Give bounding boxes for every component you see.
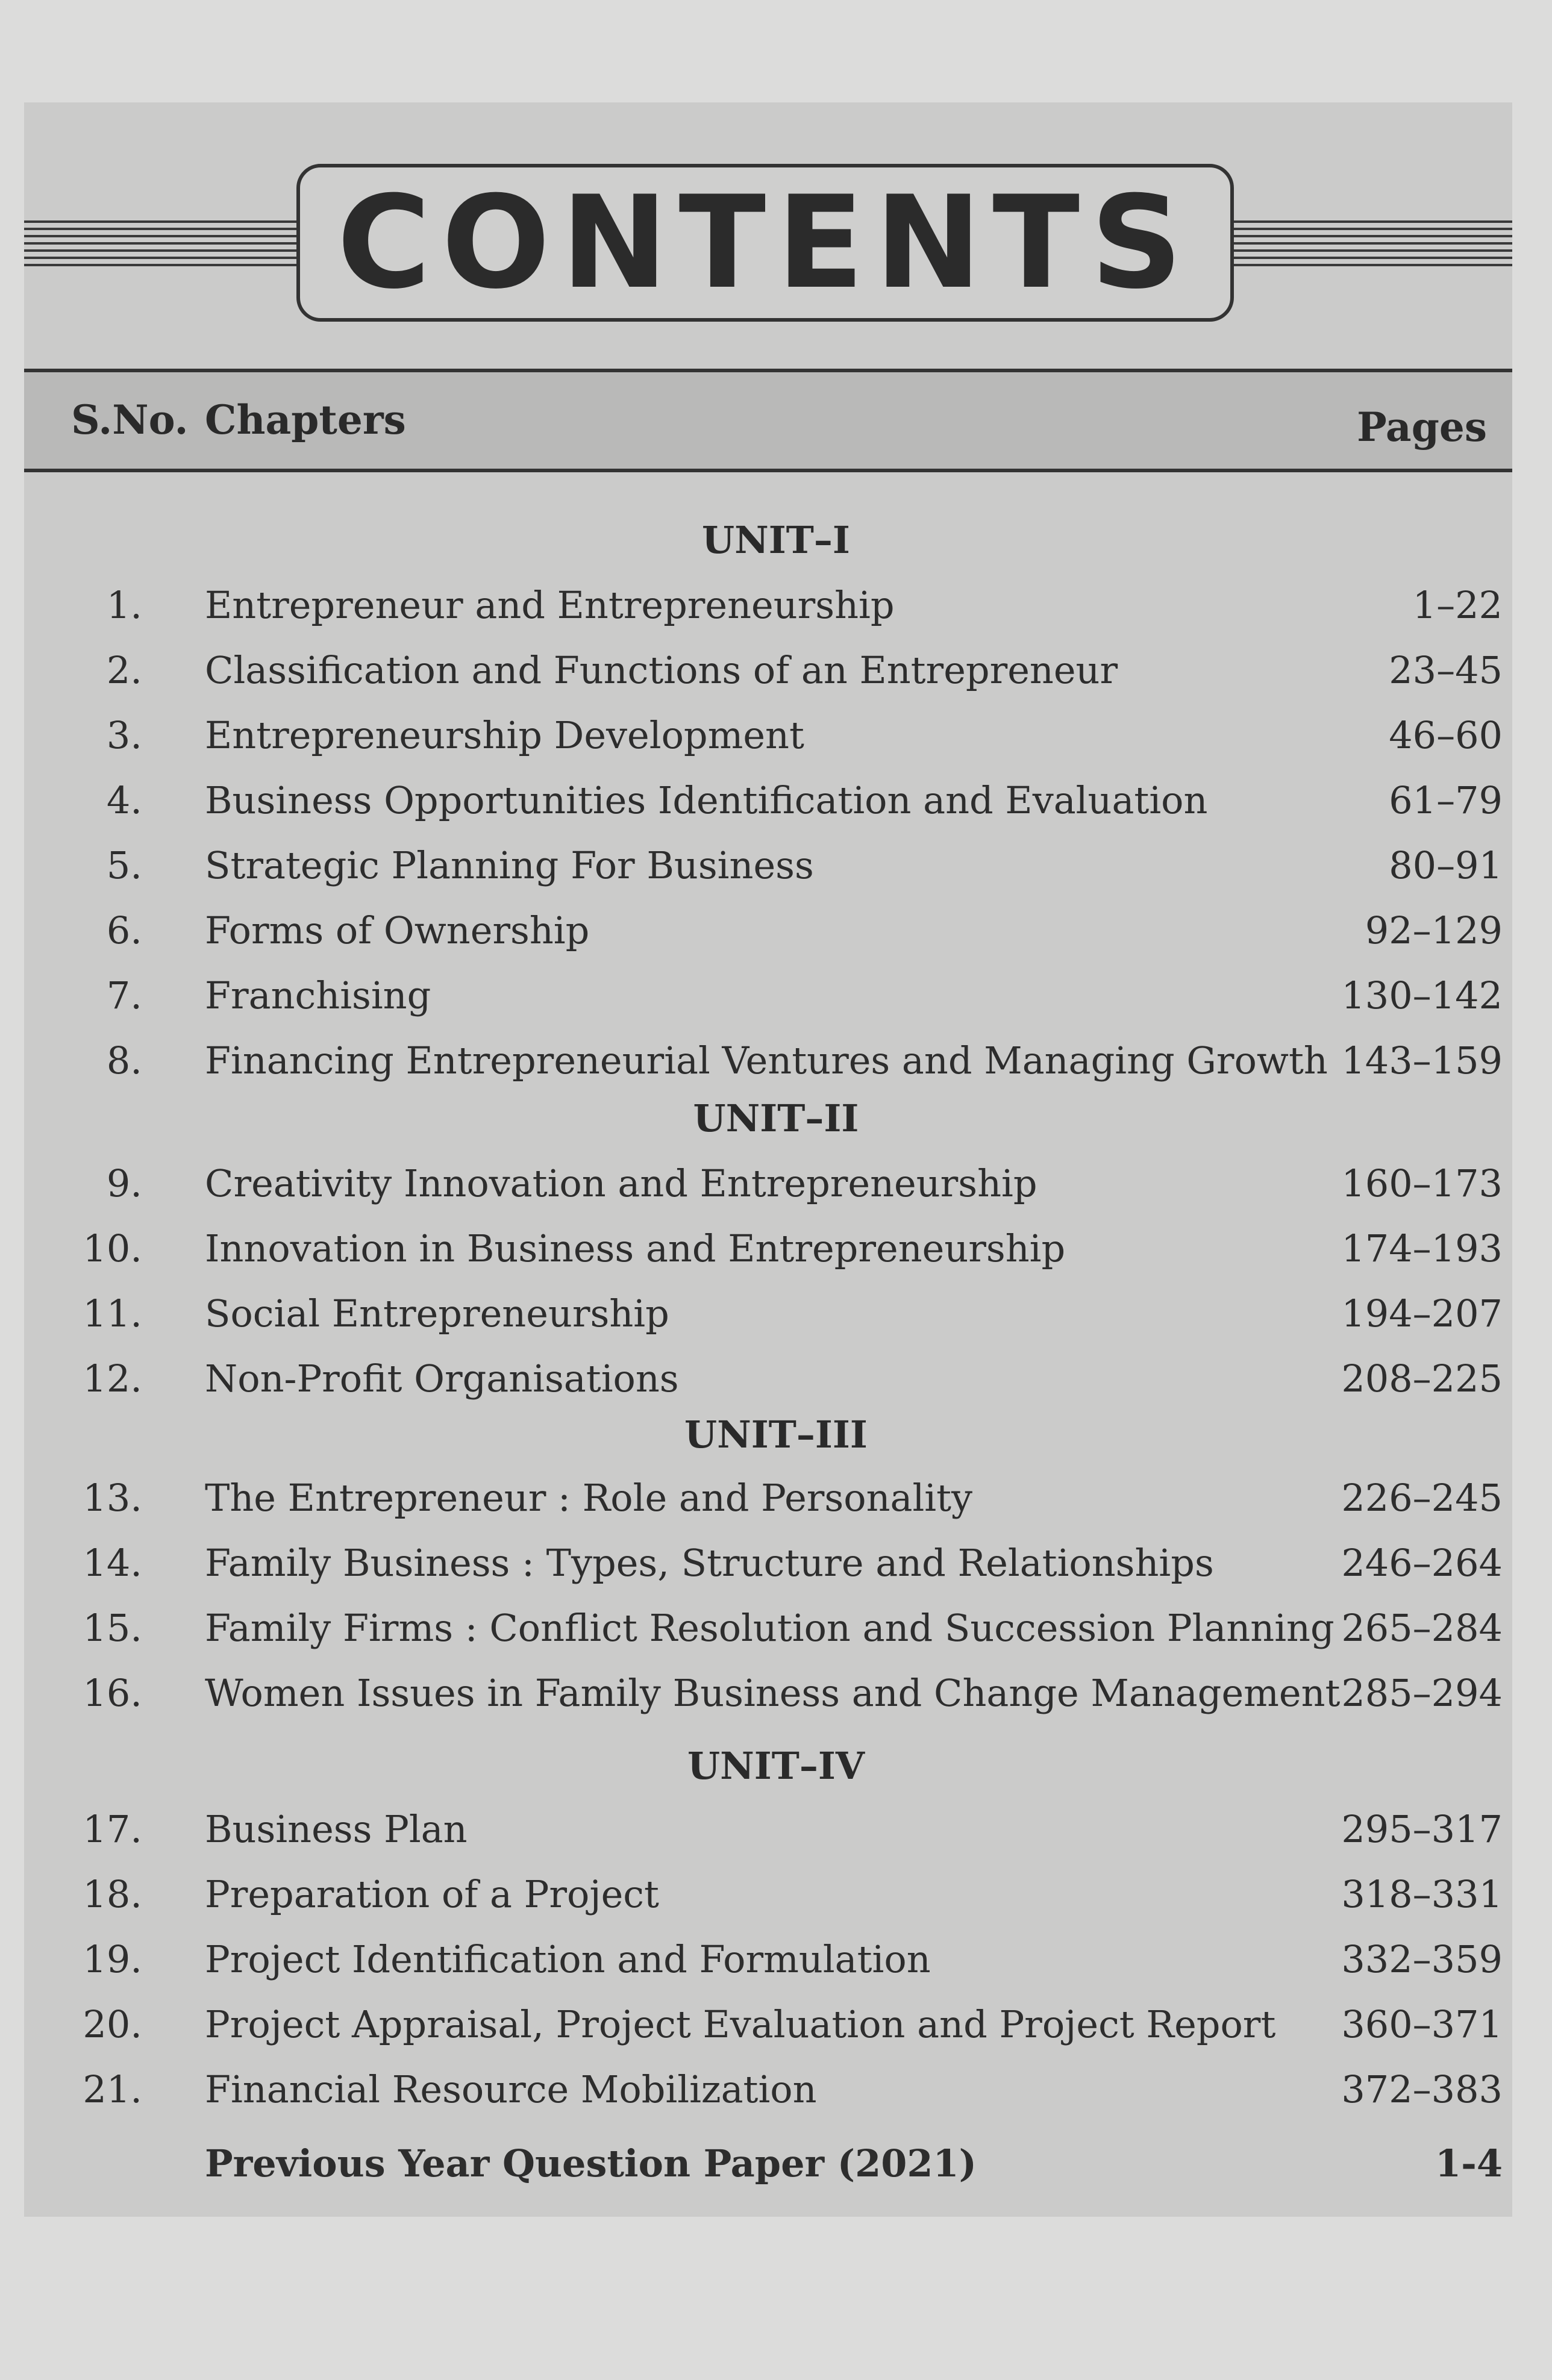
appendix-title: Previous Year Question Paper (2021): [205, 2141, 977, 2185]
chapter-pages: 61–79: [1389, 778, 1503, 822]
chapter-number: 3.: [106, 713, 142, 757]
chapter-title: Financial Resource Mobilization: [205, 2067, 817, 2111]
chapter-row: [0, 1807, 1552, 1867]
chapter-row: [0, 1476, 1552, 1536]
unit-heading: UNIT–III: [684, 1413, 868, 1457]
chapter-row: [0, 908, 1552, 969]
chapter-pages: 372–383: [1341, 2067, 1503, 2111]
chapter-title: Franchising: [205, 973, 431, 1017]
chapter-row: [0, 1161, 1552, 1222]
chapter-row: [0, 1606, 1552, 1666]
title-rule-right: [1234, 220, 1512, 266]
chapter-row: [0, 713, 1552, 773]
chapter-number: 6.: [106, 908, 142, 952]
chapter-title: Business Plan: [205, 1807, 468, 1851]
chapter-row: [0, 1872, 1552, 1932]
unit-heading: UNIT–II: [693, 1096, 859, 1140]
chapter-row: [0, 778, 1552, 839]
chapter-number: 1.: [106, 583, 142, 627]
page-title: CONTENTS: [337, 168, 1194, 317]
chapter-row: [0, 1292, 1552, 1352]
chapter-number: 7.: [106, 973, 142, 1017]
chapter-title: Strategic Planning For Business: [205, 843, 814, 887]
chapter-title: Women Issues in Family Business and Change Management: [205, 1671, 1341, 1715]
chapter-row: [0, 1937, 1552, 1997]
chapter-pages: 265–284: [1341, 1606, 1503, 1650]
chapter-pages: 1–22: [1412, 583, 1503, 627]
chapter-number: 12.: [83, 1357, 142, 1401]
chapter-title: Entrepreneurship Development: [205, 713, 804, 757]
title-rule-left: [24, 220, 298, 266]
chapter-pages: 295–317: [1341, 1807, 1503, 1851]
chapter-row: [0, 973, 1552, 1034]
chapter-pages: 285–294: [1341, 1671, 1503, 1715]
chapter-number: 9.: [106, 1161, 142, 1205]
chapter-title: Family Firms : Conflict Resolution and Succession Planning: [205, 1606, 1335, 1650]
chapter-pages: 23–45: [1389, 648, 1503, 692]
chapter-title: Innovation in Business and Entrepreneurship: [205, 1226, 1066, 1270]
chapter-number: 17.: [83, 1807, 142, 1851]
chapter-title: Financing Entrepreneurial Ventures and Managing Growth: [205, 1039, 1328, 1082]
chapter-number: 20.: [83, 2002, 142, 2046]
chapter-number: 4.: [106, 778, 142, 822]
chapter-number: 15.: [83, 1606, 142, 1650]
chapter-pages: 360–371: [1341, 2002, 1503, 2046]
column-pages: Pages: [1357, 404, 1487, 451]
chapter-pages: 194–207: [1341, 1292, 1503, 1335]
column-chapters: Chapters: [205, 396, 406, 443]
chapter-title: Project Appraisal, Project Evaluation and Project Report: [205, 2002, 1276, 2046]
chapter-title: Family Business : Types, Structure and Relationships: [205, 1541, 1214, 1585]
chapter-number: 16.: [83, 1671, 142, 1715]
chapter-pages: 46–60: [1389, 713, 1503, 757]
column-sno: S.No.: [71, 396, 189, 443]
chapter-title: Creativity Innovation and Entrepreneurship: [205, 1161, 1037, 1205]
column-header: [24, 369, 1512, 472]
chapter-row: [0, 648, 1552, 708]
unit-heading: UNIT–IV: [687, 1744, 865, 1788]
chapter-row: [0, 583, 1552, 643]
chapter-row: [0, 1226, 1552, 1287]
chapter-pages: 226–245: [1341, 1476, 1503, 1520]
chapter-number: 8.: [106, 1039, 142, 1082]
chapter-pages: 160–173: [1341, 1161, 1503, 1205]
chapter-number: 21.: [83, 2067, 142, 2111]
appendix-pages: 1-4: [1435, 2141, 1503, 2185]
chapter-row: [0, 1357, 1552, 1417]
chapter-pages: 80–91: [1389, 843, 1503, 887]
chapter-title: Non-Profit Organisations: [205, 1357, 679, 1401]
chapter-row: [0, 1671, 1552, 1731]
chapter-number: 19.: [83, 1937, 142, 1981]
chapter-number: 11.: [83, 1292, 142, 1335]
appendix-row: [0, 2141, 1552, 2202]
chapter-pages: 332–359: [1341, 1937, 1503, 1981]
chapter-title: Classification and Functions of an Entrepreneur: [205, 648, 1118, 692]
chapter-title: Forms of Ownership: [205, 908, 590, 952]
chapter-row: [0, 2002, 1552, 2063]
chapter-row: [0, 1541, 1552, 1601]
chapter-pages: 92–129: [1365, 908, 1503, 952]
chapter-title: Project Identification and Formulation: [205, 1937, 931, 1981]
chapter-title: Social Entrepreneurship: [205, 1292, 669, 1335]
chapter-pages: 174–193: [1341, 1226, 1503, 1270]
chapter-pages: 130–142: [1341, 973, 1503, 1017]
chapter-title: Entrepreneur and Entrepreneurship: [205, 583, 895, 627]
chapter-pages: 143–159: [1341, 1039, 1503, 1082]
chapter-title: Preparation of a Project: [205, 1872, 659, 1916]
chapter-pages: 318–331: [1341, 1872, 1503, 1916]
chapter-title: Business Opportunities Identification and Evaluation: [205, 778, 1208, 822]
title-box: [296, 164, 1234, 322]
chapter-number: 13.: [83, 1476, 142, 1520]
chapter-pages: 246–264: [1341, 1541, 1503, 1585]
chapter-number: 18.: [83, 1872, 142, 1916]
chapter-title: The Entrepreneur : Role and Personality: [205, 1476, 973, 1520]
chapter-pages: 208–225: [1341, 1357, 1503, 1401]
chapter-number: 5.: [106, 843, 142, 887]
unit-heading: UNIT–I: [702, 518, 850, 562]
chapter-row: [0, 2067, 1552, 2128]
chapter-row: [0, 1039, 1552, 1099]
chapter-number: 2.: [106, 648, 142, 692]
chapter-number: 10.: [83, 1226, 142, 1270]
chapter-row: [0, 843, 1552, 904]
chapter-number: 14.: [83, 1541, 142, 1585]
